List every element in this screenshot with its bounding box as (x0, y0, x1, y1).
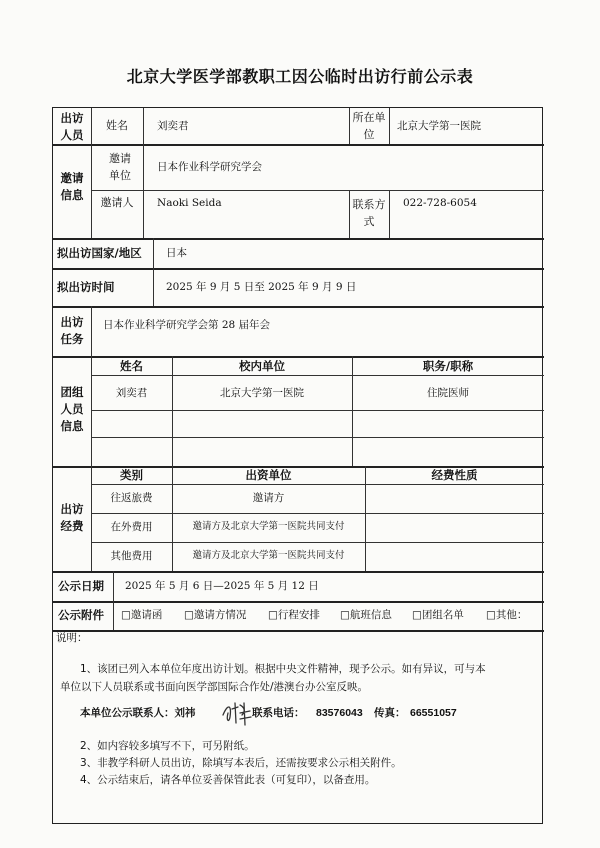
funding-header-payer: 出资单位 (245, 468, 292, 482)
notes-fax-label: 传真： (374, 707, 406, 719)
contact-label: 联系方式 (352, 198, 386, 228)
notes-contact-label: 本单位公示联系人：刘祎 (80, 707, 196, 719)
funding-header-category: 类别 (120, 468, 143, 482)
task-label: 出访任务 (60, 315, 84, 346)
invitation-section-label: 邀请信息 (60, 171, 84, 202)
destination-value: 日本 (166, 247, 187, 259)
notes-header: 说明： (56, 632, 88, 644)
visitor-name-label: 姓名 (106, 119, 128, 132)
notes-fax: 66551057 (410, 707, 457, 719)
funding-row-category: 往返旅费 (110, 492, 153, 504)
funding-header-nature: 经费性质 (431, 468, 478, 482)
attachments-label: 公示附件 (58, 608, 104, 622)
period-label: 拟出访时间 (57, 280, 115, 294)
group-section-label: 团组人员信息 (60, 385, 84, 433)
funding-row-payer: 邀请方及北京大学第一医院共同支付 (192, 550, 345, 561)
group-row-unit: 北京大学第一医院 (220, 387, 304, 399)
group-header-title: 职务/职称 (422, 359, 474, 373)
attachment-other[interactable]: □其他： (486, 609, 528, 621)
group-row-title: 住院医师 (427, 387, 469, 399)
group-header-unit: 校内单位 (239, 359, 285, 373)
inviter-label: 邀请人 (100, 196, 134, 209)
visitor-section-label: 出访人员 (60, 111, 84, 142)
notes-item3: 3、非教学科研人员出访，除填写本表后，还需按要求公示相关附件。 (80, 757, 402, 769)
signature (218, 697, 254, 729)
attachment-inviter-info[interactable]: □邀请方情况 (184, 609, 247, 621)
contact-value: 022-728-6054 (403, 197, 477, 209)
notice-date-value: 2025 年 5 月 6 日—2025 年 5 月 12 日 (125, 580, 319, 592)
inviter-name: Naoki Seida (157, 197, 222, 209)
visitor-unit: 北京大学第一医院 (397, 120, 481, 132)
funding-section-label: 出访经费 (60, 502, 84, 533)
group-header-name: 姓名 (120, 359, 143, 373)
attachment-itinerary[interactable]: □行程安排 (268, 609, 320, 621)
funding-row-payer: 邀请方及北京大学第一医院共同支付 (192, 521, 345, 532)
attachment-flight[interactable]: □航班信息 (340, 609, 392, 621)
notes-phone-label: 联系电话： (252, 707, 305, 719)
destination-label: 拟出访国家/地区 (57, 246, 142, 260)
notes-para1-line1: 1、该团已列入本单位年度出访计划。根据中央文件精神，现予公示。如有异议，可与本 (80, 663, 486, 675)
funding-row-category: 其他费用 (110, 550, 153, 562)
invitation-unit: 日本作业科学研究学会 (157, 161, 262, 173)
invitation-unit-label: 邀请单位 (109, 152, 131, 182)
notes-para1-line2: 单位以下人员联系或书面向医学部国际合作处/港澳台办公室反映。 (60, 681, 369, 693)
notice-date-label: 公示日期 (58, 579, 104, 593)
funding-row-payer: 邀请方 (252, 492, 285, 504)
visitor-name: 刘奕君 (157, 120, 189, 132)
page-title: 北京大学医学部教职工因公临时出访行前公示表 (126, 67, 474, 86)
task-value: 日本作业科学研究学会第 28 届年会 (103, 319, 271, 331)
visitor-unit-label: 所在单位 (352, 111, 386, 141)
funding-row-category: 在外费用 (110, 521, 153, 533)
attachment-invitation[interactable]: □邀请函 (121, 609, 163, 621)
attachment-roster[interactable]: □团组名单 (412, 609, 464, 621)
group-row-name: 刘奕君 (115, 387, 148, 399)
notes-phone: 83576043 (316, 707, 363, 719)
notes-item2: 2、如内容较多填写不下，可另附纸。 (80, 740, 255, 752)
period-value: 2025 年 9 月 5 日至 2025 年 9 月 9 日 (166, 281, 357, 293)
notes-item4: 4、公示结束后，请各单位妥善保管此表（可复印），以备查用。 (80, 774, 376, 786)
